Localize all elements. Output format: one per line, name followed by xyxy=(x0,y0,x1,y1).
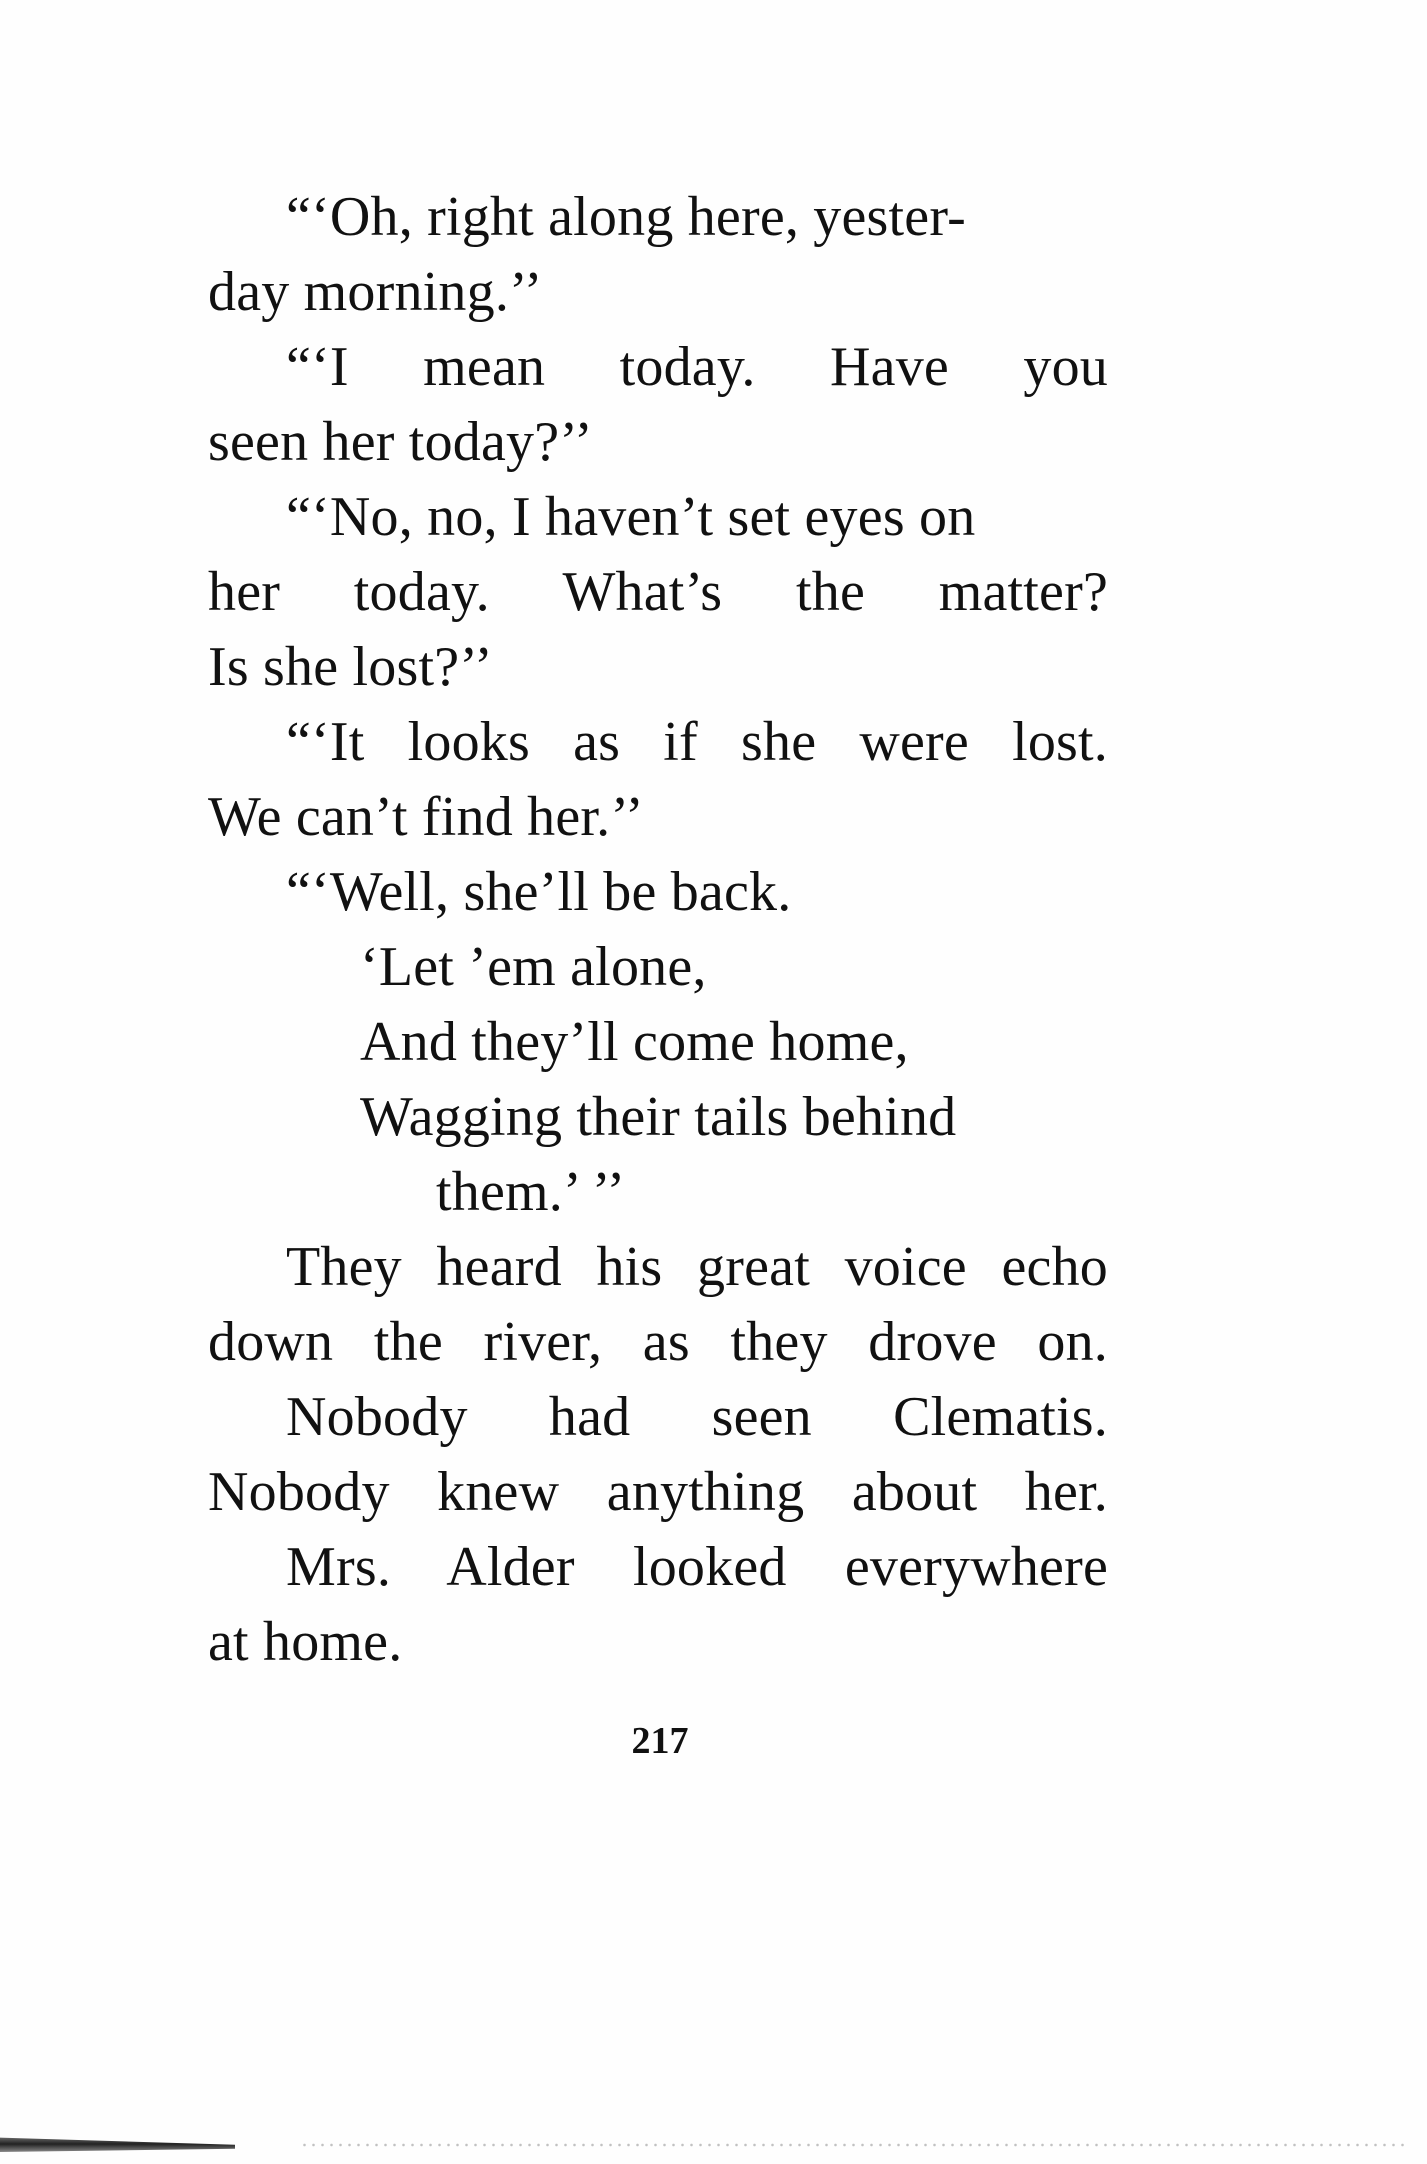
text-line: Nobody knew anything about her. xyxy=(208,1461,1108,1523)
text-line: We can’t find her.’’ xyxy=(208,786,644,848)
text-line: seen her today?’’ xyxy=(208,411,593,473)
text-line: Mrs. Alder looked everywhere xyxy=(286,1536,1108,1598)
scan-artifact xyxy=(0,2136,235,2152)
text-line: “‘No, no, I haven’t set eyes on xyxy=(286,486,976,548)
verse-line: ‘Let ’em alone, xyxy=(360,936,707,998)
text-line: Is she lost?’’ xyxy=(208,636,493,698)
text-line: “‘I mean today. Have you xyxy=(286,336,1108,398)
verse-line: And they’ll come home, xyxy=(360,1011,909,1073)
verse-line: them.’ ’’ xyxy=(436,1161,626,1223)
text-line: day morning.’’ xyxy=(208,261,543,323)
scan-noise xyxy=(300,2142,1410,2148)
verse-line: Wagging their tails behind xyxy=(360,1086,957,1148)
text-line: They heard his great voice echo xyxy=(286,1236,1108,1298)
text-line: “‘It looks as if she were lost. xyxy=(286,711,1108,773)
text-line: her today. What’s the matter? xyxy=(208,561,1108,623)
text-line: down the river, as they drove on. xyxy=(208,1311,1108,1373)
text-line: at home. xyxy=(208,1611,403,1673)
text-line: Nobody had seen Clematis. xyxy=(286,1386,1108,1448)
text-line: “‘Oh, right along here, yester- xyxy=(286,186,966,248)
text-line: “‘Well, she’ll be back. xyxy=(286,861,792,923)
page-number: 217 xyxy=(631,1720,689,1762)
